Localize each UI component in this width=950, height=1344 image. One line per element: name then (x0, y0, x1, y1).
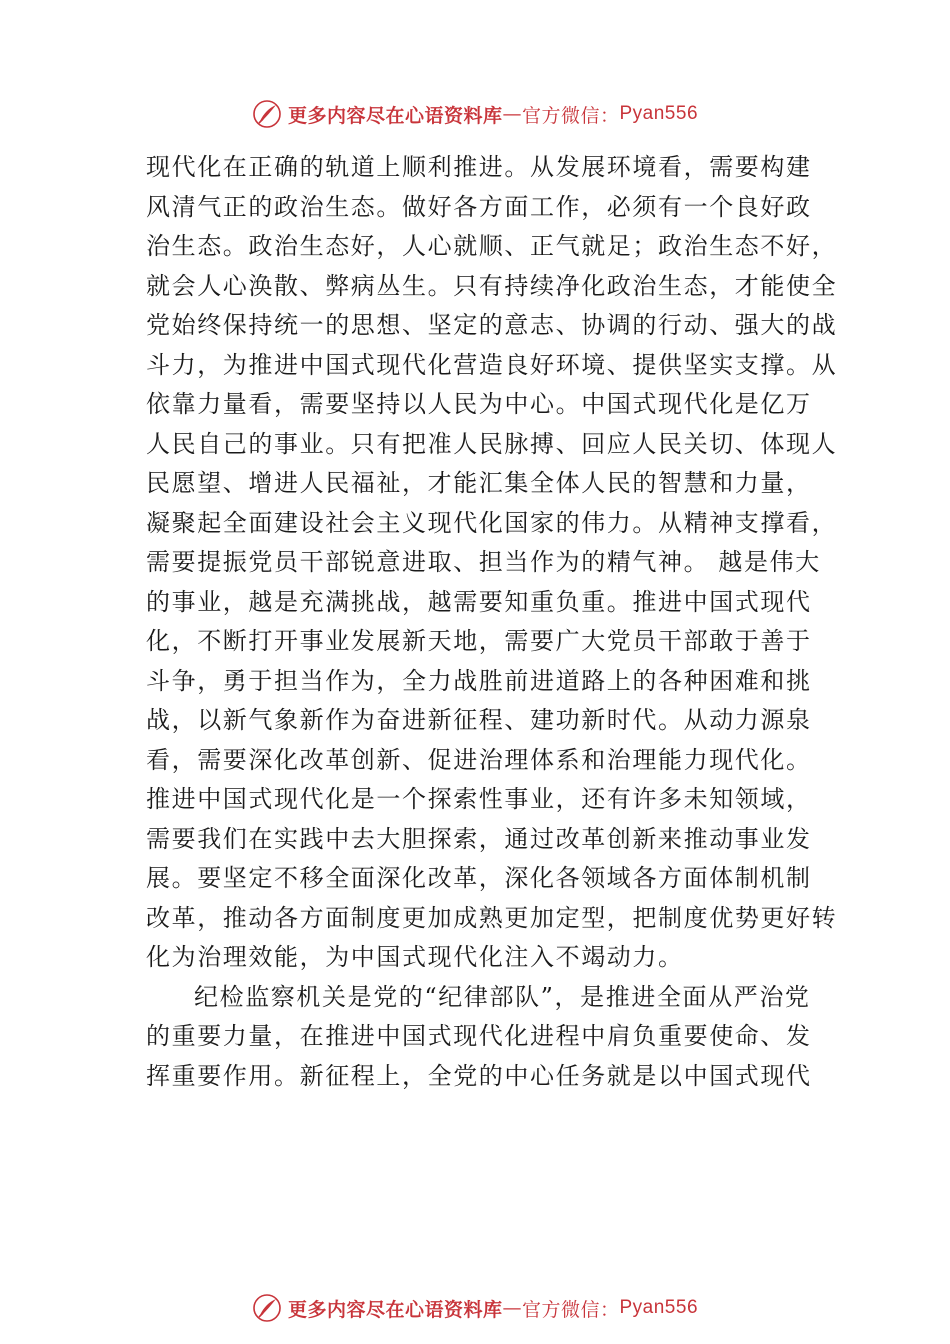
watermark-wechat-id: Pyan556 (619, 1297, 699, 1318)
text-line: 改革，推动各方面制度更加成熟更加定型，把制度优势更好转 (146, 903, 838, 932)
header-watermark (0, 96, 950, 132)
footer-watermark (0, 1290, 950, 1326)
text-line: 现代化在正确的轨道上顺利推进。从发展环境看，需要构建 (146, 153, 812, 181)
text-line: 斗力，为推进中国式现代化营造良好环境、提供坚实支撑。从 (146, 350, 838, 379)
watermark-dash: — (502, 1297, 522, 1319)
text-line: 依靠力量看，需要坚持以人民为中心。中国式现代化是亿万 (146, 390, 812, 418)
watermark-site-text: 更多内容尽在心语资料库 (287, 1298, 503, 1321)
text-line: 民愿望、增进人民福祉，才能汇集全体人民的智慧和力量， (146, 469, 812, 497)
text-line: 的事业，越是充满挑战，越需要知重负重。推进中国式现代 (146, 587, 812, 616)
watermark-wechat-label: 官方微信： (521, 1298, 620, 1321)
text-line: 治生态。政治生态好，人心就顺、正气就足；政治生态不好， (146, 232, 838, 260)
text-line: 风清气正的政治生态。做好各方面工作，必须有一个良好政 (146, 192, 812, 221)
text-line: 就会人心涣散、弊病丛生。只有持续净化政治生态，才能使全 (146, 271, 838, 300)
text-line: 看，需要深化改革创新、促进治理体系和治理能力现代化。 (146, 745, 812, 774)
text-line: 需要提振党员干部锐意进取、担当作为的精气神。 越是伟大 (146, 548, 821, 576)
watermark-site-text: 更多内容尽在心语资料库 (287, 104, 503, 127)
text-line: 展。要坚定不移全面深化改革，深化各领域各方面体制机制 (146, 864, 812, 892)
text-line: 化，不断打开事业发展新天地，需要广大党员干部敢于善于 (146, 627, 812, 655)
text-line: 化为治理效能，为中国式现代化注入不竭动力。 (146, 943, 684, 971)
text-line: 人民自己的事业。只有把准人民脉搏、回应人民关切、体现人 (146, 429, 838, 458)
text-line: 的重要力量，在推进中国式现代化进程中肩负重要使命、发 (146, 1022, 812, 1050)
quill-logo-icon (252, 1293, 282, 1323)
text-line: 推进中国式现代化是一个探索性事业，还有许多未知领域， (146, 785, 812, 813)
document-body (146, 148, 838, 1096)
watermark-dash: — (502, 103, 522, 125)
text-line: 斗争，勇于担当作为，全力战胜前进道路上的各种困难和挑 (146, 666, 812, 695)
watermark-wechat-id: Pyan556 (619, 103, 699, 124)
text-line: 战，以新气象新作为奋进新征程、建功新时代。从动力源泉 (146, 706, 812, 734)
text-line: 挥重要作用。新征程上，全党的中心任务就是以中国式现代 (146, 1061, 812, 1090)
text-line: 党始终保持统一的思想、坚定的意志、协调的行动、强大的战 (146, 311, 838, 339)
paragraph-first-line: 纪检监察机关是党的“纪律部队”，是推进全面从严治党 (194, 982, 811, 1011)
quill-logo-icon (252, 99, 282, 129)
text-line: 凝聚起全面建设社会主义现代化国家的伟力。从精神支撑看， (146, 508, 838, 537)
watermark-wechat-label: 官方微信： (521, 104, 620, 127)
text-line: 需要我们在实践中去大胆探索，通过改革创新来推动事业发 (146, 824, 812, 853)
